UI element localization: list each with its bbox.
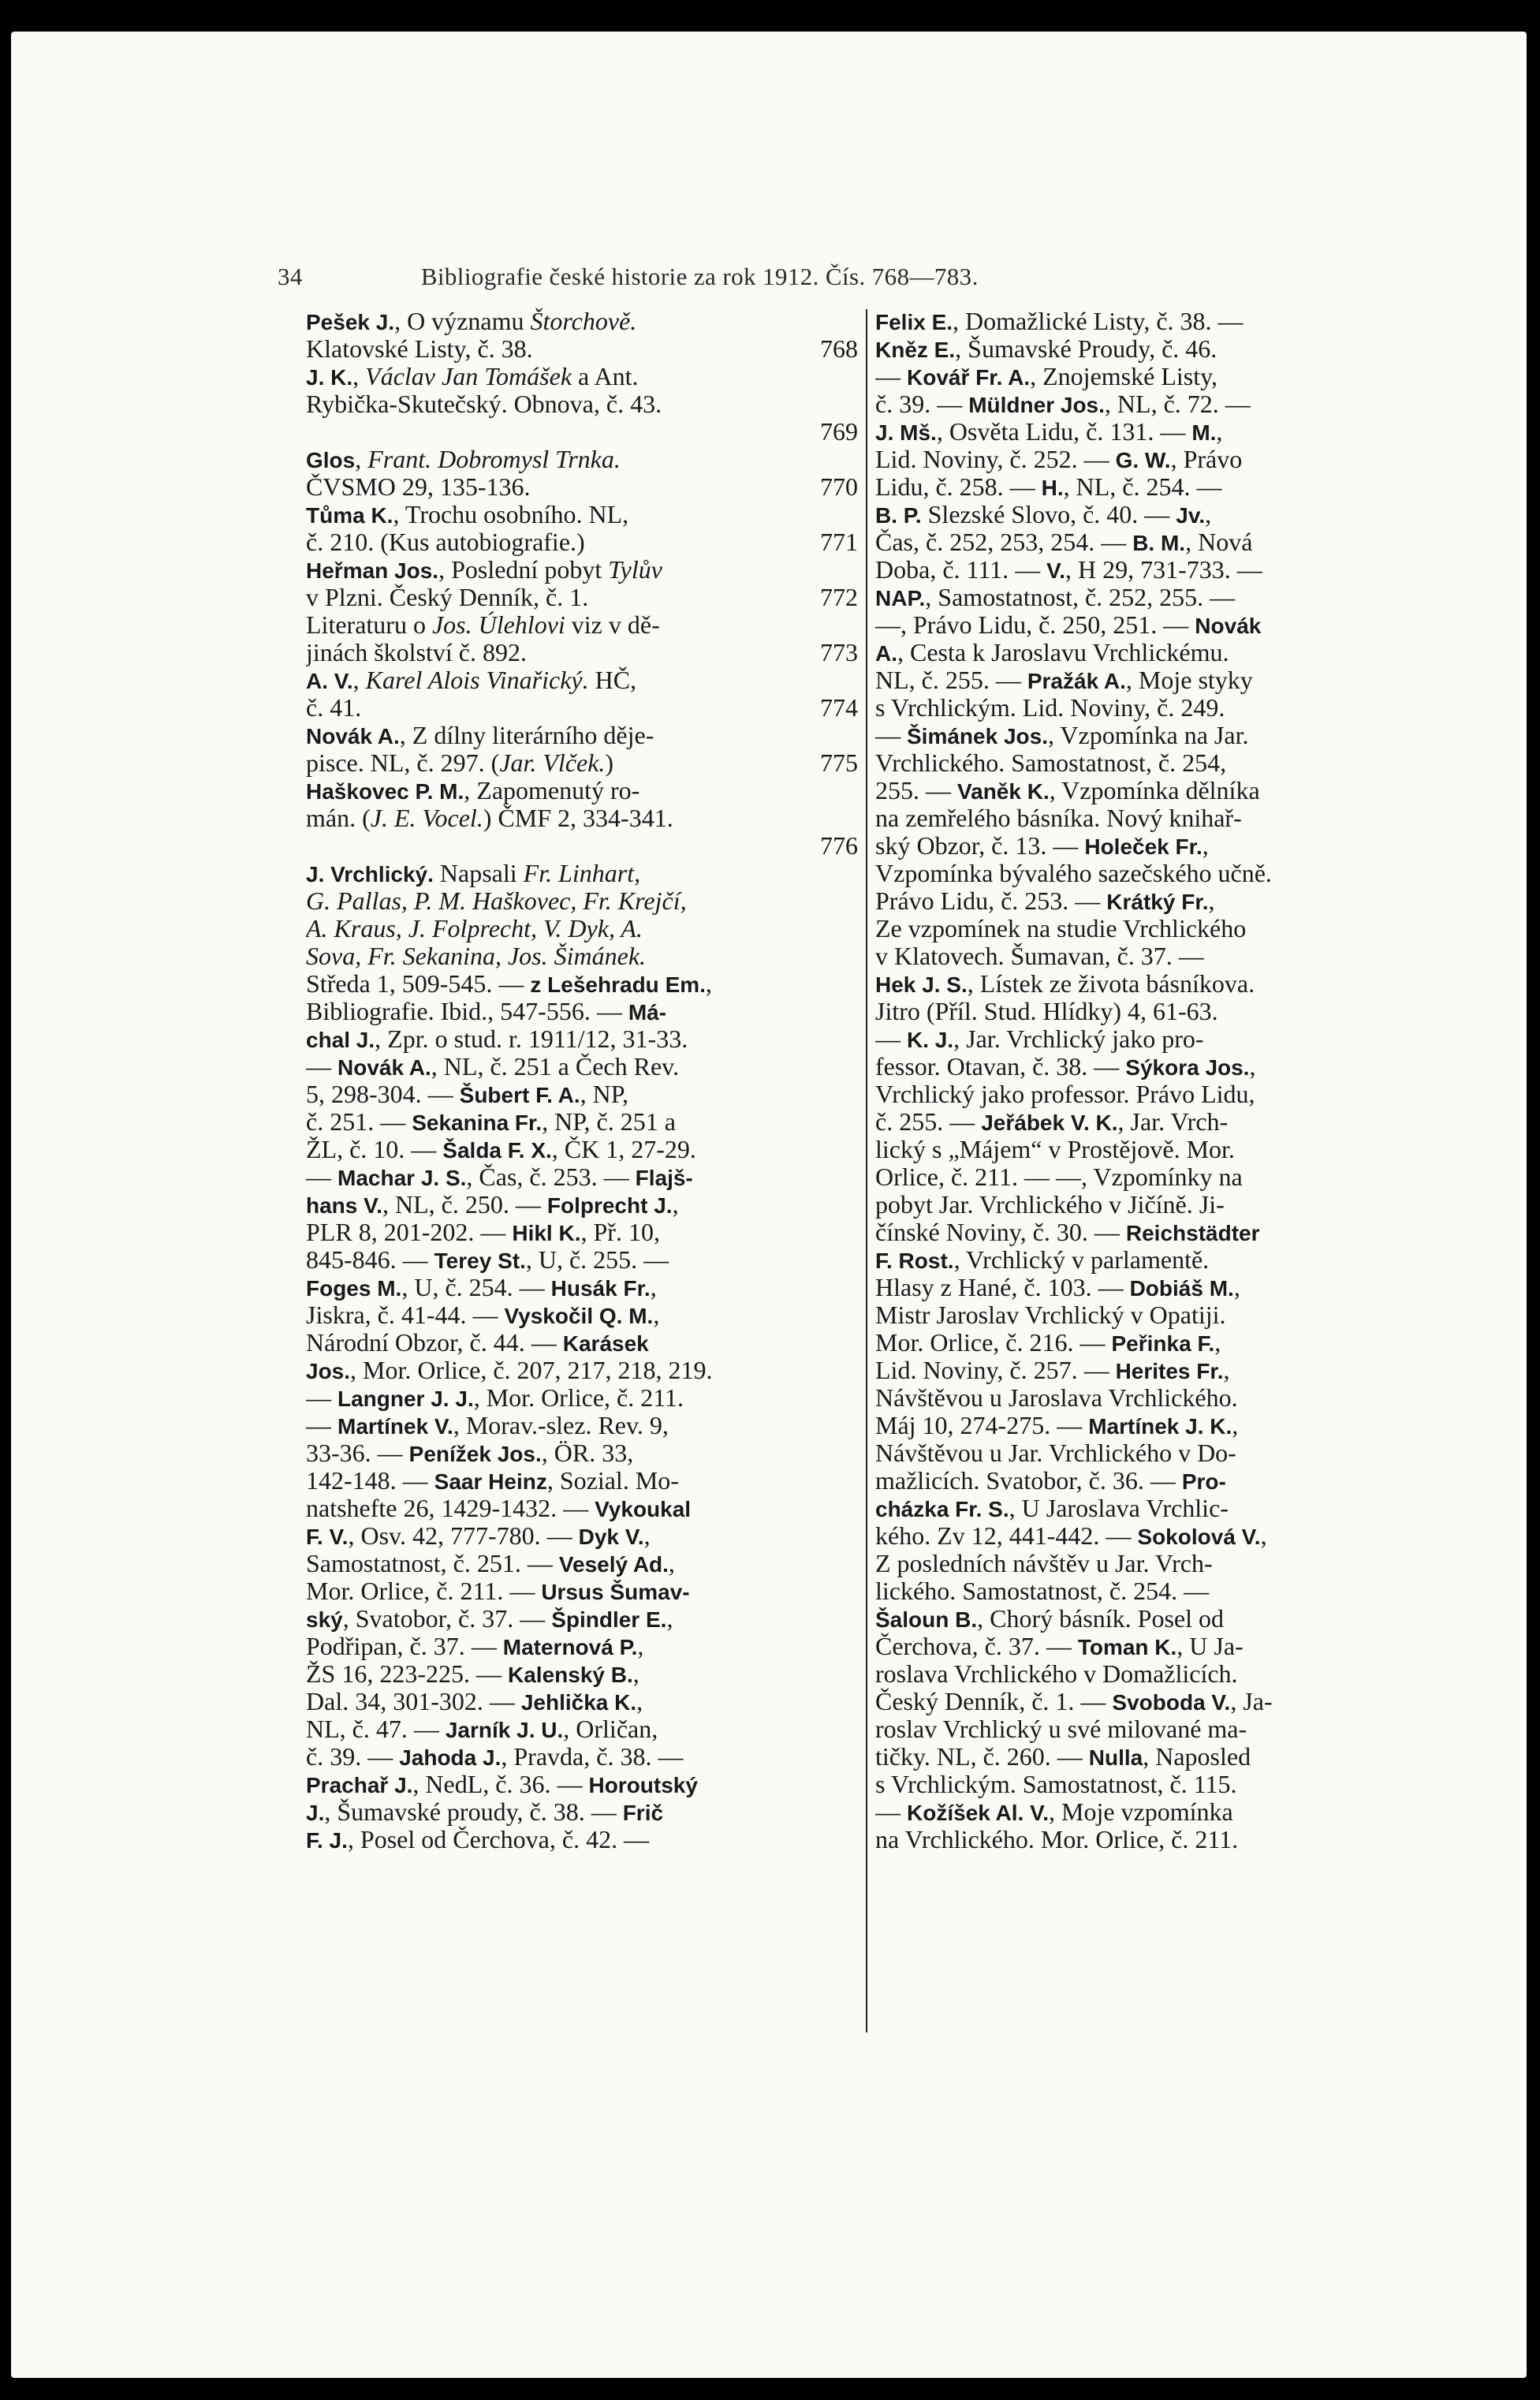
text-line: A., Cesta k Jaroslavu Vrchlickému. <box>875 639 1229 666</box>
text-line: Máj 10, 274-275. — Martínek J. K., <box>875 1412 1239 1439</box>
text-line: Z posledních návštěv u Jar. Vrch- <box>875 1550 1213 1577</box>
text-line: Sova, Fr. Sekanina, Jos. Šimánek. <box>306 942 647 970</box>
text-line: Vzpomínka bývalého sazečského učně. <box>875 860 1272 887</box>
text-line: Prachař J., NedL, č. 36. — Horoutský <box>306 1771 698 1798</box>
text-line: PLR 8, 201-202. — Hikl K., Př. 10, <box>306 1219 660 1246</box>
text-line: č. 210. (Kus autobiografie.) 771 <box>306 528 858 556</box>
text-line: Vrchlický jako professor. Právo Lidu, <box>875 1081 1255 1108</box>
text-line: ský, Svatobor, č. 37. — Špindler E., <box>306 1605 673 1633</box>
text-line: Podřipan, č. 37. — Maternová P., <box>306 1633 644 1660</box>
text-line: — Martínek V., Morav.-slez. Rev. 9, <box>306 1412 669 1439</box>
text-line: Šaloun B., Chorý básník. Posel od <box>875 1605 1225 1633</box>
text-line: J. Vrchlický. Napsali Fr. Linhart, <box>306 860 641 887</box>
text-line: Doba, č. 111. — V., H 29, 731-733. — <box>875 556 1262 584</box>
text-line: na zemřelého básníka. Nový knihař- <box>875 804 1242 832</box>
text-line: pisce. NL, č. 297. (Jar. Vlček.) 775 <box>306 749 858 777</box>
text-line: v Klatovech. Šumavan, č. 37. — <box>875 942 1204 970</box>
text-line: chal J., Zpr. o stud. r. 1911/12, 31-33. <box>306 1025 688 1053</box>
text-line: mán. (J. E. Vocel.) ČMF 2, 334-341. <box>306 804 673 832</box>
text-line: kého. Zv 12, 441-442. — Sokolová V., <box>875 1522 1267 1550</box>
text-line: Jitro (Příl. Stud. Hlídky) 4, 61-63. <box>875 998 1218 1025</box>
text-line: J., Šumavské proudy, č. 38. — Frič <box>306 1798 664 1826</box>
text-line: Pešek J., O významu Štorchově. <box>306 308 637 335</box>
left-column <box>306 308 858 1853</box>
text-line: Právo Lidu, č. 253. — Krátký Fr., <box>875 887 1215 915</box>
text-line: 845-846. — Terey St., U, č. 255. — <box>306 1246 669 1274</box>
text-line: s Vrchlickým. Samostatnost, č. 115. <box>875 1771 1237 1798</box>
text-line: ČVSMO 29, 135-136. 770 <box>306 473 858 501</box>
text-line: 5, 298-304. — Šubert F. A., NP, <box>306 1081 628 1108</box>
text-line: G. Pallas, P. M. Haškovec, Fr. Krejčí, <box>306 887 687 915</box>
text-line: A. V., Karel Alois Vinařický. HČ, <box>306 666 637 694</box>
text-line: cházka Fr. S., U Jaroslava Vrchlic- <box>875 1495 1229 1522</box>
text-line: Lid. Noviny, č. 252. — G. W., Právo <box>875 446 1243 473</box>
text-line: Lid. Noviny, č. 257. — Herites Fr., <box>875 1357 1230 1384</box>
running-title: Bibliografie české historie za rok 1912. Čís. 768—783. <box>420 263 979 290</box>
text-line: mažlicích. Svatobor, č. 36. — Pro- <box>875 1467 1226 1495</box>
text-line: Český Denník, č. 1. — Svoboda V., Ja- <box>875 1688 1273 1715</box>
text-line: hans V., NL, č. 250. — Folprecht J., <box>306 1191 679 1219</box>
text-line: Glos, Frant. Dobromysl Trnka. <box>306 446 621 473</box>
text-line: F. J., Posel od Čerchova, č. 42. — <box>306 1826 650 1853</box>
text-line: —, Právo Lidu, č. 250, 251. — Novák <box>875 611 1262 639</box>
right-column <box>875 308 1437 1853</box>
text-line: 142-148. — Saar Heinz, Sozial. Mo- <box>306 1467 679 1495</box>
text-line: — Langner J. J., Mor. Orlice, č. 211. <box>306 1384 684 1412</box>
text-line: Mistr Jaroslav Vrchlický v Opatiji. <box>875 1301 1226 1329</box>
text-line: jinách školství č. 892. 773 <box>306 639 858 666</box>
text-line: s Vrchlickým. Lid. Noviny, č. 249. <box>875 694 1225 722</box>
text-line: Haškovec P. M., Zapomenutý ro- <box>306 777 640 804</box>
text-line: Mor. Orlice, č. 216. — Peřinka F., <box>875 1329 1221 1357</box>
column-divider <box>866 309 867 2032</box>
text-line: Čerchova, č. 37. — Toman K., U Ja- <box>875 1633 1244 1660</box>
text-line: Felix E., Domažlické Listy, č. 38. — <box>875 308 1244 335</box>
text-line: pobyt Jar. Vrchlického v Jičíně. Ji- <box>875 1191 1225 1219</box>
text-line: 769 <box>820 418 858 446</box>
text-line: Dal. 34, 301-302. — Jehlička K., <box>306 1688 643 1715</box>
text-line: Heřman Jos., Poslední pobyt Tylův <box>306 556 662 584</box>
text-line: A. Kraus, J. Folprecht, V. Dyk, A. <box>306 915 643 942</box>
text-line: lického. Samostatnost, č. 254. — <box>875 1577 1210 1605</box>
text-line: Samostatnost, č. 251. — Veselý Ad., <box>306 1550 675 1577</box>
text-line: ŽS 16, 223-225. — Kalenský B., <box>306 1660 639 1688</box>
text-line: fessor. Otavan, č. 38. — Sýkora Jos., <box>875 1053 1256 1081</box>
text-line: — K. J., Jar. Vrchlický jako pro- <box>875 1025 1204 1053</box>
text-line: čínské Noviny, č. 30. — Reichstädter <box>875 1219 1260 1246</box>
text-line: Rybička-Skutečský. Obnova, č. 43. <box>306 390 662 418</box>
text-line: ŽL, č. 10. — Šalda F. X., ČK 1, 27-29. <box>306 1136 696 1163</box>
text-line: č. 39. — Jahoda J., Pravda, č. 38. — <box>306 1743 684 1771</box>
text-line: Novák A., Z dílny literárního děje- <box>306 722 654 749</box>
text-line: č. 39. — Müldner Jos., NL, č. 72. — <box>875 390 1251 418</box>
text-line: Návštěvou u Jar. Vrchlického v Do- <box>875 1439 1236 1467</box>
text-line: Jiskra, č. 41-44. — Vyskočil Q. M., <box>306 1301 660 1329</box>
text-line: Mor. Orlice, č. 211. — Ursus Šumav- <box>306 1577 690 1605</box>
text-line: F. Rost., Vrchlický v parlamentě. <box>875 1246 1210 1274</box>
text-line: Orlice, č. 211. — —, Vzpomínky na <box>875 1163 1243 1191</box>
text-line: B. P. Slezské Slovo, č. 40. — Jv., <box>875 501 1212 528</box>
text-line: roslava Vrchlického v Domažlicích. <box>875 1660 1238 1688</box>
text-line: Ze vzpomínek na studie Vrchlického <box>875 915 1247 942</box>
text-line: Hek J. S., Lístek ze života básníkova. <box>875 970 1255 998</box>
text-line: Bibliografie. Ibid., 547-556. — Má- <box>306 998 667 1025</box>
text-line: — Novák A., NL, č. 251 a Čech Rev. <box>306 1053 680 1081</box>
text-line: J. K., Václav Jan Tomášek a Ant. <box>306 363 639 390</box>
text-line: Jos., Mor. Orlice, č. 207, 217, 218, 219. <box>306 1357 713 1384</box>
text-line: č. 41. 774 <box>306 694 858 722</box>
text-line: tičky. NL, č. 260. — Nulla, Naposled <box>875 1743 1251 1771</box>
text-line: v Plzni. Český Denník, č. 1. 772 <box>306 584 858 611</box>
text-line: NAP., Samostatnost, č. 252, 255. — <box>875 584 1236 611</box>
page-number: 34 <box>278 263 303 290</box>
text-line: Národní Obzor, č. 44. — Karásek <box>306 1329 649 1357</box>
text-line: natshefte 26, 1429-1432. — Vykoukal <box>306 1495 692 1522</box>
text-line: č. 255. — Jeřábek V. K., Jar. Vrch- <box>875 1108 1229 1136</box>
page-header <box>278 263 1303 291</box>
text-line: 33-36. — Penížek Jos., ÖR. 33, <box>306 1439 634 1467</box>
text-line: Návštěvou u Jaroslava Vrchlického. <box>875 1384 1238 1412</box>
text-line: Čas, č. 252, 253, 254. — B. M., Nová <box>875 528 1253 556</box>
text-line: 255. — Vaněk K., Vzpomínka dělníka <box>875 777 1260 804</box>
text-line: F. V., Osv. 42, 777-780. — Dyk V., <box>306 1522 651 1550</box>
text-line: Foges M., U, č. 254. — Husák Fr., <box>306 1274 657 1301</box>
text-line: — Machar J. S., Čas, č. 253. — Flajš- <box>306 1163 693 1191</box>
text-line: NL, č. 47. — Jarník J. U., Orličan, <box>306 1715 658 1743</box>
text-line: Hlasy z Hané, č. 103. — Dobiáš M., <box>875 1274 1240 1301</box>
text-line: Lidu, č. 258. — H., NL, č. 254. — <box>875 473 1222 501</box>
text-line: lický s „Májem“ v Prostějově. Mor. <box>875 1136 1235 1163</box>
text-line: Literaturu o Jos. Úlehlovi viz v dě- <box>306 611 660 639</box>
text-line: J. Mš., Osvěta Lidu, č. 131. — M., <box>875 418 1223 446</box>
text-line: Tůma K., Trochu osobního. NL, <box>306 501 629 528</box>
text-line: — Kovář Fr. A., Znojemské Listy, <box>875 363 1218 390</box>
text-line: 776 <box>820 832 858 860</box>
text-line: NL, č. 255. — Pražák A., Moje styky <box>875 666 1253 694</box>
text-line: Kněz E., Šumavské Proudy, č. 46. <box>875 335 1217 363</box>
text-line: č. 251. — Sekanina Fr., NP, č. 251 a <box>306 1108 676 1136</box>
text-line: — Kožíšek Al. V., Moje vzpomínka <box>875 1798 1233 1826</box>
text-line: Středa 1, 509-545. — z Lešehradu Em., <box>306 970 712 998</box>
text-line: roslav Vrchlický u své milované ma- <box>875 1715 1247 1743</box>
text-line: Vrchlického. Samostatnost, č. 254, <box>875 749 1227 777</box>
text-line: Klatovské Listy, č. 38. 768 <box>306 335 858 363</box>
text-line: ský Obzor, č. 13. — Holeček Fr., <box>875 832 1209 860</box>
text-line: na Vrchlického. Mor. Orlice, č. 211. <box>875 1826 1239 1853</box>
text-line: — Šimánek Jos., Vzpomínka na Jar. <box>875 722 1249 749</box>
